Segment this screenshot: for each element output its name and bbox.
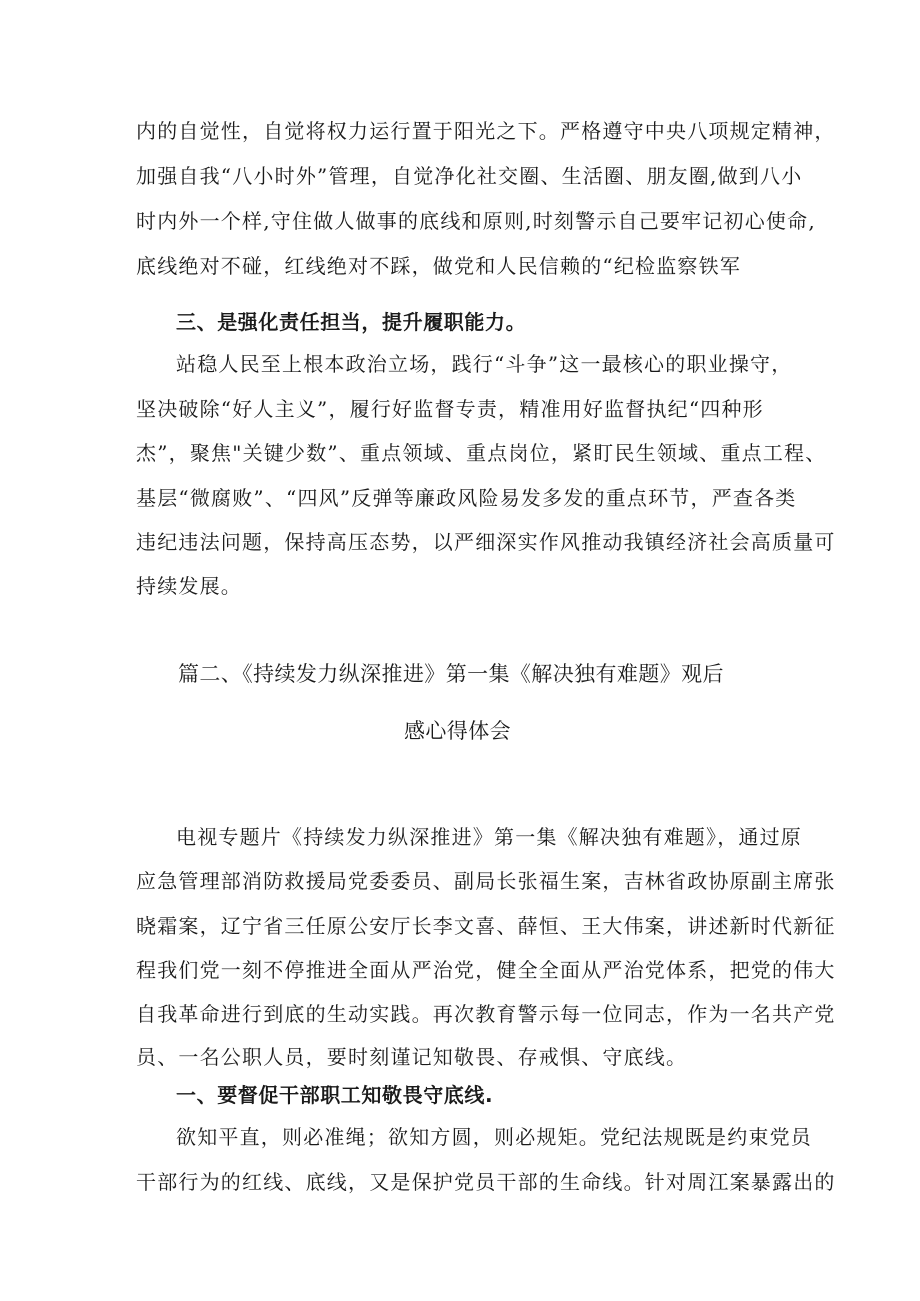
paragraph-line: 程我们党一刻不停推进全面从严治党，健全全面从严治党体系，把党的伟大: [136, 958, 836, 982]
paragraph-line: 电视专题片《持续发力纵深推进》第一集《解决独有难题》，通过原: [176, 825, 802, 849]
paragraph-line: 干部行为的红线、底线，又是保护党员干部的生命线。针对周江案暴露出的: [136, 1170, 836, 1194]
paragraph-line: 应急管理部消防救援局党委委员、副局长张福生案，吉林省政协原副主席张: [136, 869, 836, 893]
paragraph-line: 欲知平直，则必准绳；欲知方圆，则必规矩。党纪法规既是约束党员: [176, 1125, 812, 1149]
paragraph-line: 站稳人民至上根本政治立场，践行“斗争”这一最核心的职业操守，: [176, 352, 793, 376]
section-heading: 三、是强化责任担当，提升履职能力。: [176, 310, 527, 334]
paragraph-line: 违纪违法问题，保持高压态势，以严细深实作风推动我镇经济社会高质量可: [136, 530, 836, 554]
paragraph-line: 杰”，聚焦"关键少数”、重点领域、重点岗位，紧盯民生领域、重点工程、: [136, 441, 827, 465]
article-title: 篇二、《持续发力纵深推进》第一集《解决独有难题》观后: [178, 662, 724, 686]
paragraph-line: 坚决破除“好人主义”，履行好监督专责，精准用好监督执纪“四种形: [136, 397, 764, 421]
paragraph-line: 时内外一个样,守住做人做事的底线和原则,时刻警示自己要牢记初心使命,: [136, 209, 816, 233]
paragraph-line: 自我革命进行到底的生动实践。再次教育警示每一位同志，作为一名共产党: [136, 1002, 836, 1026]
paragraph-line: 加强自我“八小时外”管理，自觉净化社交圈、生活圈、朋友圈,做到八小: [136, 164, 803, 188]
paragraph-line: 员、一名公职人员，要时刻谨记知敬畏、存戒惧、守底线。: [136, 1045, 688, 1069]
paragraph-line: 基层“微腐败”、“四风”反弹等廉政风险易发多发的重点环节，严查各类: [136, 486, 797, 510]
article-title: 感心得体会: [404, 719, 511, 743]
paragraph-line: 内的自觉性，自觉将权力运行置于阳光之下。严格遵守中央八项规定精神，: [136, 119, 836, 143]
section-heading: 一、要督促干部职工知敬畏守底线.: [176, 1083, 494, 1107]
paragraph-line: 晓霜案，辽宁省三任原公安厅长李文喜、薛恒、王大伟案，讲述新时代新征: [136, 914, 836, 938]
paragraph-line: 持续发展。: [136, 574, 242, 598]
paragraph-line: 底线绝对不碰，红线绝对不踩，做党和人民信赖的“纪检监察铁军: [136, 254, 742, 278]
